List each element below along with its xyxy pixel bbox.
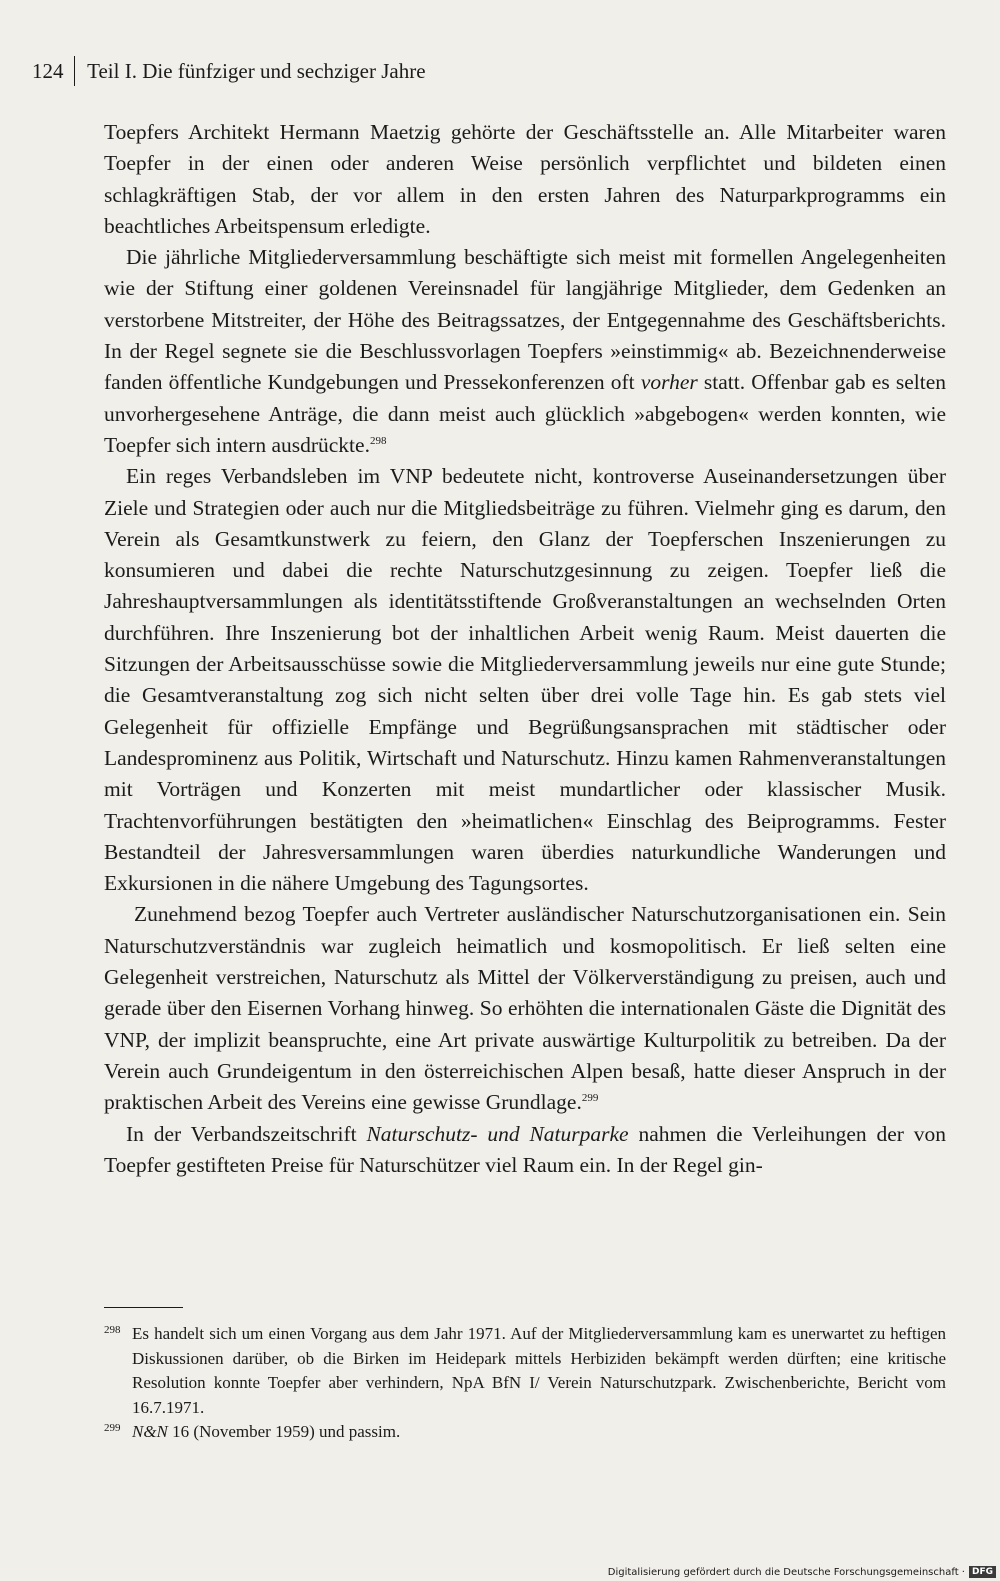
footnote-298 [104, 1322, 946, 1420]
paragraph-5-text-b: nahmen die Verleihungen der von Toepfer gestifteten Preise für Naturschützer viel Raum ein. In der Regel gin- [104, 1121, 947, 1177]
footnote-ref-299[interactable]: 299 [581, 1092, 599, 1105]
digitization-credit [608, 1566, 996, 1578]
paragraph-2-text-b: statt. Offenbar gab es selten unvorhergesehene Anträge, die dann meist auch glücklich »abgebogen« werden konnten, wie Toepfer sich intern ausdrückte. [104, 370, 947, 457]
running-header [32, 56, 426, 86]
paragraph-2-emphasis: vorher [640, 370, 698, 395]
paragraph-3: Ein reges Verbandsleben im VNP bedeutete nicht, kontroverse Auseinandersetzungen über Ziele und Strategien oder auch nur die Mitgliedsbeiträge zu führen. Vielmehr ging es darum, den Verein als Gesamtkunstwerk zu feiern, den Glanz der Toepferschen Inszenierungen zu konsumieren und dabei die rechte Naturschutzgesinnung zu zeigen. Toepfer ließ die Jahreshauptversammlungen als identitätsstiftende Großveranstaltungen an wechselnden Orten durchführen. Ihre Inszenierung bot der inhaltlichen Arbeit wenig Raum. Meist dauerten die Sitzungen der Arbeitsausschüsse sowie die Mitgliederversammlung jeweils nur eine gute Stunde; die Gesamtveranstaltung zog sich nicht selten über drei volle Tage hin. Es gab stets viel Gelegenheit für offizielle Empfänge und Begrüßungsansprachen mit städtischer oder Landesprominenz aus Politik, Wirtschaft und Naturschutz. Hinzu kamen Rahmenveranstaltungen mit Vorträgen und Konzerten mit meist mundartlicher oder klassischer Musik. Trachtenvorführungen bestätigten den »heimatlichen« Einschlag des Beiprogramms. Fester Bestandteil der Jahresversammlungen waren überdies naturkundliche Wanderungen und Exkursionen in die nähere Umgebung des Tagungsortes. [104, 464, 946, 896]
credit-text: Digitalisierung gefördert durch die Deutsche Forschungsgemeinschaft · [607, 1566, 965, 1578]
header-divider [74, 56, 76, 86]
paragraph-2-text-a: Die jährliche Mitgliederversammlung beschäftigte sich meist mit formellen Angelegenheiten wie der Stiftung einer goldenen Vereinsnadel für langjährige Mitglieder, dem Gedenken an verstorbene Mitstreiter, der Höhe des Beitragssatzes, der Entgegennahme des Geschäftsberichts. In der Regel segnete sie die Beschlussvorlagen Toepfers »einstimmig« ab. Bezeichnenderweise fanden öffentliche Kundgebungen und Pressekonferenzen oft [104, 245, 946, 395]
footnote-number: 298 [104, 1324, 121, 1336]
journal-title: Naturschutz- und Naturparke [366, 1121, 629, 1146]
page-number: 124 [32, 58, 64, 83]
dfg-logo: DFG [969, 1566, 996, 1578]
main-text [104, 117, 946, 1181]
chapter-title: Teil I. Die fünfziger und sechziger Jahre [87, 58, 426, 83]
footnote-ref-298[interactable]: 298 [369, 434, 387, 447]
paragraph-4 [104, 899, 946, 1118]
paragraph-2 [104, 242, 946, 461]
footnote-abbreviation: N&N [132, 1422, 168, 1441]
paragraph-4-text: Zunehmend bezog Toepfer auch Vertreter ausländischer Naturschutzorganisationen ein. Sein Naturschutzverständnis war zugleich heimatlich und kosmopolitisch. Er ließ selten eine Gelegenheit verstreichen, Naturschutz als Mittel der Völkerverständigung zu preisen, auch und gerade über den Eisernen Vorhang hinweg. So erhöhten die internationalen Gäste die Dignität des VNP, der implizit beanspruchte, eine Art private auswärtige Kulturpolitik zu betreiben. Da der Verein auch Grundeigentum in den österreichischen Alpen besaß, hatte dieser Anspruch in der praktischen Arbeit des Vereins eine gewisse Grundlage. [104, 902, 946, 1115]
footnote-text: 16 (November 1959) und passim. [172, 1422, 401, 1441]
footnote-text: Es handelt sich um einen Vorgang aus dem Jahr 1971. Auf der Mitgliederversammlung kam es unerwartet zu heftigen Diskussionen darüber, ob die Birken im Heidepark mittels Herbiziden bekämpft werden dürften; eine kritische Resolution konnte Toepfer aber verhindern, NpA BfN I/ Verein Naturschutzpark. Zwischenberichte, Bericht vom 16.7.1971. [132, 1324, 946, 1417]
footnote-299 [104, 1420, 946, 1445]
paragraph-5-text-a: In der Verbandszeitschrift [126, 1121, 357, 1146]
paragraph-1: Toepfers Architekt Hermann Maetzig gehörte der Geschäftsstelle an. Alle Mitarbeiter waren Toepfer in der einen oder anderen Weise persönlich verpflichtet und bildeten einen schlagkräftigen Stab, der vor allem in den ersten Jahren des Naturparkprogramms ein beachtliches Arbeitspensum erledigte. [104, 120, 946, 238]
footnote-divider [104, 1307, 183, 1308]
paragraph-5 [104, 1119, 946, 1182]
footnotes [104, 1322, 946, 1445]
footnote-number: 299 [104, 1422, 121, 1434]
